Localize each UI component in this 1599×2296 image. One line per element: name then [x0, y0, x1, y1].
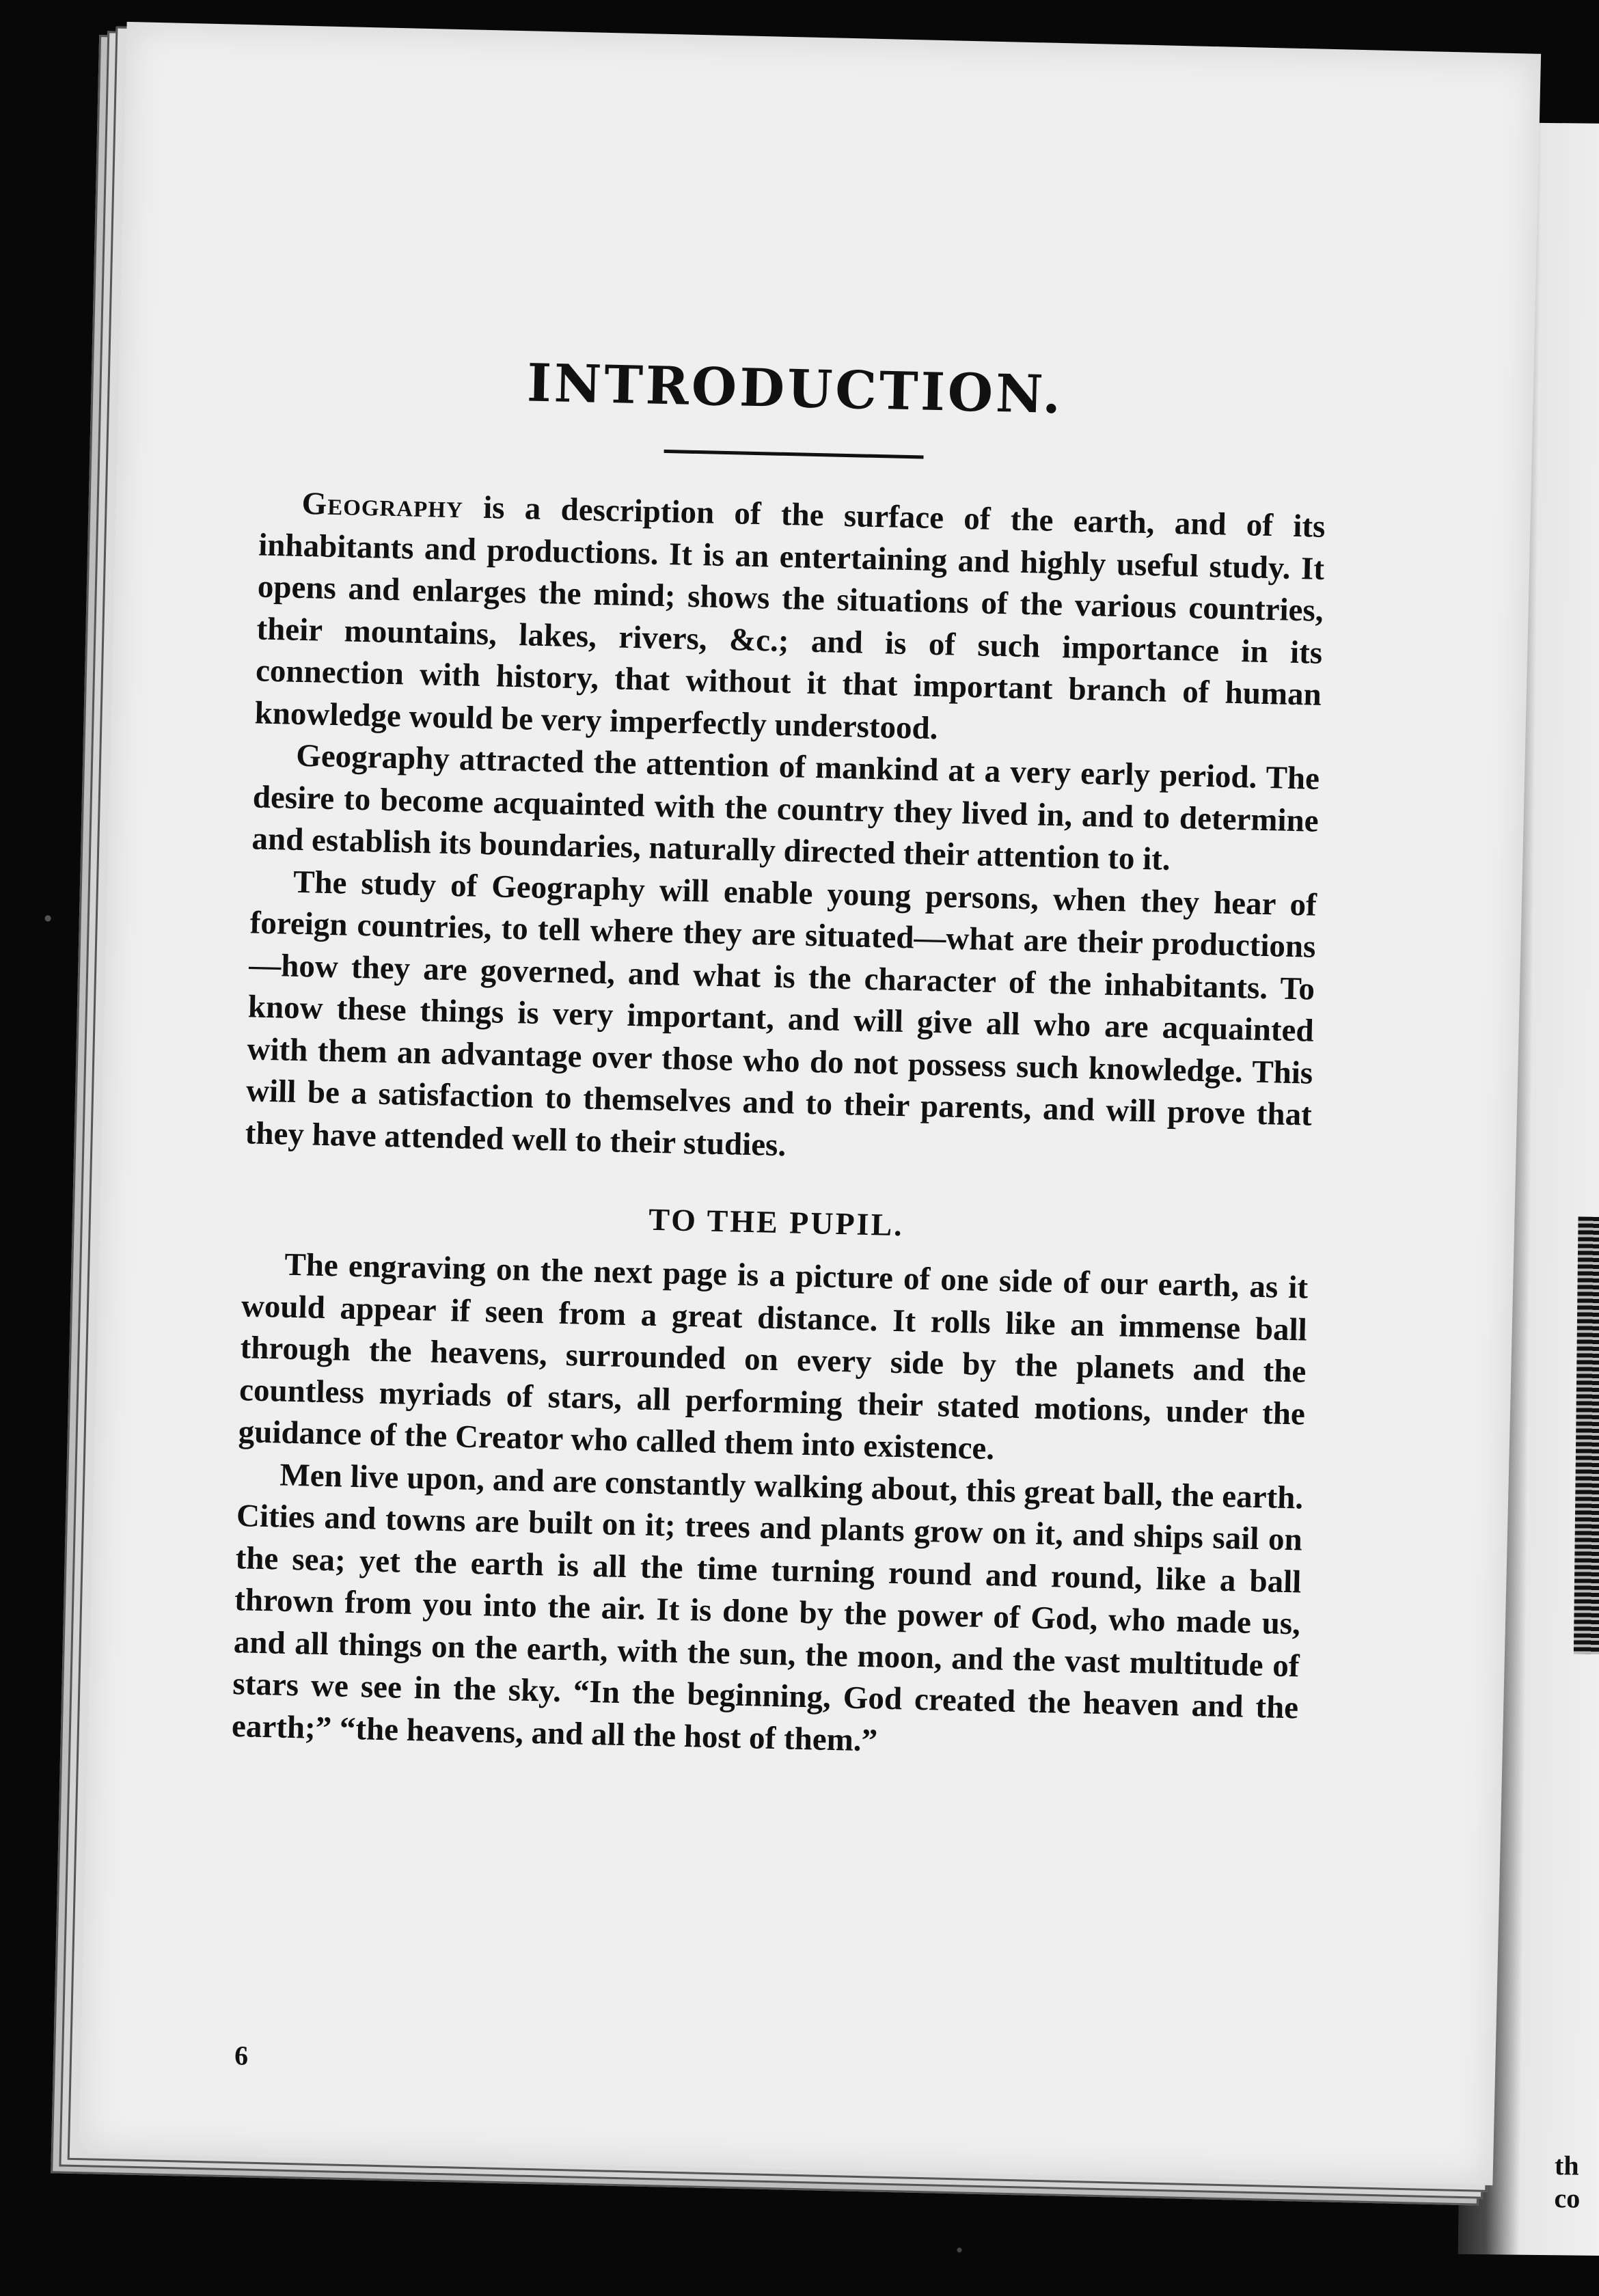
title-rule: [664, 450, 924, 459]
intro-paragraph-3: [245, 860, 1317, 1179]
page-content: [231, 346, 1328, 1772]
pupil-paragraph-2: Men live upon, and are constantly walking about, this great ball, the earth. Cities and towns are built on it; trees and plants grow on it, and ships sail on the sea; yet the earth is all the time turning round and round, like a ball thrown from you into the air. It is done by the power of God, who made us, and all things on the earth, with the sun, the moon, and the vast multitude of stars we see in the sky. “In the beginning, God created the heaven and the earth;” “the heavens, and all the host of them.”: [231, 1457, 1304, 1758]
paragraph-text: is a description of the surface of the earth, and of its inhabitants and productions. It is an entertaining and highly useful study. It opens and enlarges the mind; shows the situations of the various countries, their mountains, lakes, rivers, &c.; and is of such importance in its connection with history, that without it that important branch of human knowledge would be very imperfectly understood.: [254, 489, 1326, 746]
adjacent-page-edge-text: th co: [1554, 2150, 1581, 2214]
pupil-paragraph-1: The engraving on the next page is a picture of one side of our earth, as it would appear if seen from a great distance. It rolls like an immense ball through the heavens, surrounded on every side by the planets and the countless myriads of stars, all performing their stated motions, under the guidance of the Creator who called them into existence.: [238, 1246, 1309, 1467]
section-heading: TO THE PUPIL.: [648, 1201, 905, 1243]
page-title: INTRODUCTION.: [526, 352, 1065, 426]
intro-paragraph-2: [251, 734, 1320, 884]
page-number: 6: [234, 2040, 249, 2071]
adjacent-page-dark-band: [1574, 1217, 1599, 1654]
paragraph-text: The study of Geography will enable young persons, when they hear of foreign countries, to tell where they are situated—what are their productions—how they are governed, and what is the character of the inhabitants. To know these things is very important, and will give all who are acquainted with them an advantage over those who do not possess such knowledge. This will be a satisfaction to themselves and to their parents, and will prove that they have attended well to their studies.: [245, 864, 1317, 1163]
book-page: [79, 22, 1541, 2185]
page-surface: [79, 22, 1541, 2185]
paragraph-lead-word: Geography: [301, 485, 464, 525]
paragraph-text: Geography attracted the attention of mankind at a very early period. The desire to become acquainted with the country they lived in, and to determine and establish its boundaries, naturally directed their attention to it.: [251, 737, 1320, 877]
intro-paragraph-1: [254, 482, 1326, 758]
